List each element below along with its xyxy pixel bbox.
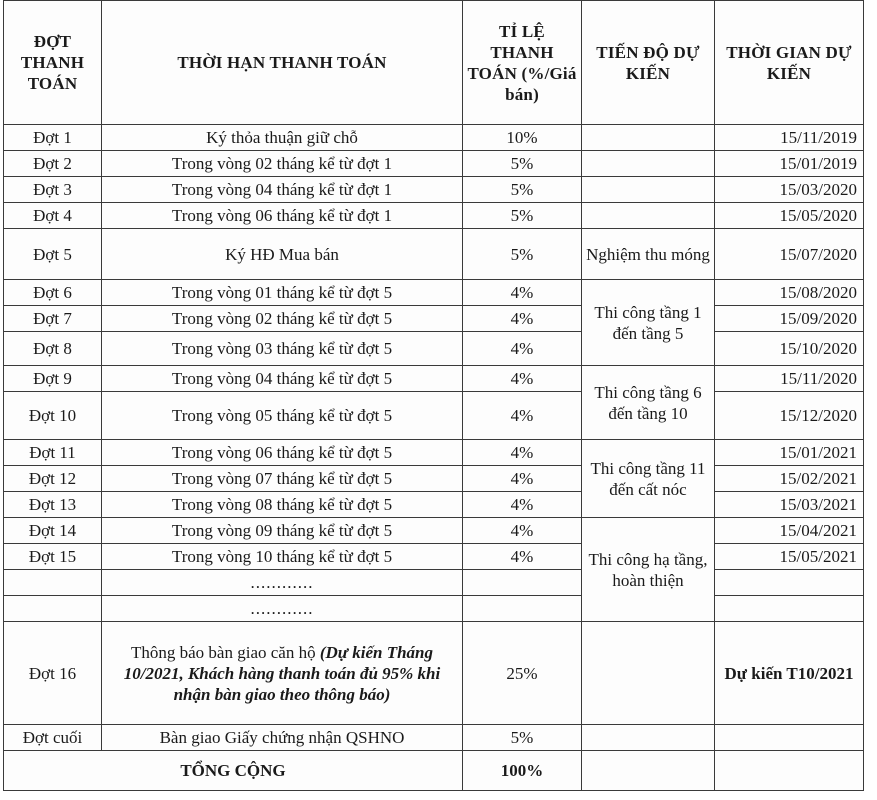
date-cell: 15/02/2021 — [715, 466, 864, 492]
dot-cell: Đợt 8 — [4, 332, 102, 366]
rate-cell: 5% — [463, 203, 582, 229]
dot-cell: Đợt 2 — [4, 151, 102, 177]
table-row — [4, 332, 864, 366]
term-cell: Trong vòng 01 tháng kể từ đợt 5 — [102, 280, 463, 306]
term-cell: Trong vòng 02 tháng kể từ đợt 1 — [102, 151, 463, 177]
progress-cell — [582, 725, 715, 751]
dot-cell: Đợt 11 — [4, 440, 102, 466]
header-row — [4, 1, 864, 125]
term-cell: Trong vòng 10 tháng kể từ đợt 5 — [102, 544, 463, 570]
rate-cell: 4% — [463, 518, 582, 544]
rate-cell: 25% — [463, 622, 582, 725]
dot-cell: Đợt 7 — [4, 306, 102, 332]
term-cell: Trong vòng 05 tháng kể từ đợt 5 — [102, 392, 463, 440]
rate-cell: 4% — [463, 392, 582, 440]
term-cell: Trong vòng 07 tháng kể từ đợt 5 — [102, 466, 463, 492]
rate-cell: 5% — [463, 725, 582, 751]
dot-cell: Đợt 1 — [4, 125, 102, 151]
header-thoi-gian: THỜI GIAN DỰ KIẾN — [715, 1, 864, 125]
empty-cell — [715, 596, 864, 622]
date-cell: 15/09/2020 — [715, 306, 864, 332]
rate-cell: 4% — [463, 492, 582, 518]
term-cell: Trong vòng 02 tháng kể từ đợt 5 — [102, 306, 463, 332]
ellipsis-cell: ............ — [102, 570, 463, 596]
progress-cell — [582, 151, 715, 177]
table-row — [4, 492, 864, 518]
empty-cell — [4, 596, 102, 622]
rate-cell: 10% — [463, 125, 582, 151]
table-row — [4, 229, 864, 280]
date-cell: 15/12/2020 — [715, 392, 864, 440]
term-cell: Trong vòng 03 tháng kể từ đợt 5 — [102, 332, 463, 366]
table-row — [4, 203, 864, 229]
table-row — [4, 151, 864, 177]
date-cell: 15/11/2020 — [715, 366, 864, 392]
header-ti-le: TỈ LỆ THANH TOÁN (%/Giá bán) — [463, 1, 582, 125]
rate-cell: 4% — [463, 440, 582, 466]
term-cell: Ký HĐ Mua bán — [102, 229, 463, 280]
dot-cell: Đợt 4 — [4, 203, 102, 229]
payment-schedule-table — [3, 0, 864, 791]
dot-cell: Đợt 13 — [4, 492, 102, 518]
empty-cell — [4, 570, 102, 596]
table-row-dot16 — [4, 622, 864, 725]
term-cell: Trong vòng 04 tháng kể từ đợt 5 — [102, 366, 463, 392]
term-cell: Trong vòng 06 tháng kể từ đợt 5 — [102, 440, 463, 466]
date-cell: 15/03/2020 — [715, 177, 864, 203]
table-row — [4, 466, 864, 492]
date-cell-dot16: Dự kiến T10/2021 — [715, 622, 864, 725]
progress-cell — [582, 622, 715, 725]
dot-cell: Đợt 6 — [4, 280, 102, 306]
rate-cell: 5% — [463, 177, 582, 203]
term-cell-dot16 — [102, 622, 463, 725]
dot-cell: Đợt 3 — [4, 177, 102, 203]
table-row — [4, 544, 864, 570]
table-row — [4, 125, 864, 151]
rate-cell: 5% — [463, 229, 582, 280]
header-dot: ĐỢT THANH TOÁN — [4, 1, 102, 125]
date-cell: 15/01/2021 — [715, 440, 864, 466]
empty-cell — [463, 570, 582, 596]
progress-tang-11-cat-noc: Thi công tầng 11 đến cất nóc — [582, 440, 715, 518]
progress-cell — [582, 177, 715, 203]
date-cell: 15/05/2021 — [715, 544, 864, 570]
total-label: TỔNG CỘNG — [4, 751, 463, 791]
progress-cell — [582, 203, 715, 229]
rate-cell: 4% — [463, 280, 582, 306]
empty-cell — [715, 570, 864, 596]
term-emphasis: (Dự kiến Tháng 10/2021, Khách hàng thanh toán đủ 95% khi nhận bàn giao theo thông báo) — [123, 642, 441, 704]
term-cell: Ký thỏa thuận giữ chỗ — [102, 125, 463, 151]
term-plain: Thông báo bàn giao căn hộ — [131, 642, 320, 662]
date-cell: 15/10/2020 — [715, 332, 864, 366]
term-cell: Trong vòng 04 tháng kể từ đợt 1 — [102, 177, 463, 203]
term-cell: Trong vòng 06 tháng kể từ đợt 1 — [102, 203, 463, 229]
term-cell: Trong vòng 09 tháng kể từ đợt 5 — [102, 518, 463, 544]
table-row — [4, 366, 864, 392]
date-cell: 15/04/2021 — [715, 518, 864, 544]
progress-ha-tang: Thi công hạ tầng, hoàn thiện — [582, 518, 715, 622]
table-row — [4, 518, 864, 544]
progress-tang-1-5: Thi công tầng 1 đến tầng 5 — [582, 280, 715, 366]
table-row-ellipsis — [4, 570, 864, 596]
empty-cell — [715, 751, 864, 791]
dot-cell: Đợt 15 — [4, 544, 102, 570]
header-thoi-han: THỜI HẠN THANH TOÁN — [102, 1, 463, 125]
rate-cell: 4% — [463, 332, 582, 366]
rate-cell: 4% — [463, 544, 582, 570]
date-cell: 15/03/2021 — [715, 492, 864, 518]
progress-nghiem-thu: Nghiệm thu móng — [582, 229, 715, 280]
table-row-dot-cuoi — [4, 725, 864, 751]
progress-cell — [582, 125, 715, 151]
date-cell — [715, 725, 864, 751]
date-cell: 15/01/2019 — [715, 151, 864, 177]
term-cell: Bàn giao Giấy chứng nhận QSHNO — [102, 725, 463, 751]
empty-cell — [582, 751, 715, 791]
dot-cell: Đợt 9 — [4, 366, 102, 392]
dot-cell: Đợt 5 — [4, 229, 102, 280]
rate-cell: 4% — [463, 366, 582, 392]
header-tien-do: TIẾN ĐỘ DỰ KIẾN — [582, 1, 715, 125]
table-row — [4, 177, 864, 203]
date-cell: 15/11/2019 — [715, 125, 864, 151]
table-row — [4, 280, 864, 306]
date-cell: 15/07/2020 — [715, 229, 864, 280]
table-row — [4, 392, 864, 440]
dot-cell: Đợt cuối — [4, 725, 102, 751]
table-row — [4, 440, 864, 466]
ellipsis-cell: ............ — [102, 596, 463, 622]
rate-cell: 4% — [463, 466, 582, 492]
rate-cell: 5% — [463, 151, 582, 177]
table-row — [4, 306, 864, 332]
progress-tang-6-10: Thi công tầng 6 đến tầng 10 — [582, 366, 715, 440]
empty-cell — [463, 596, 582, 622]
dot-cell: Đợt 16 — [4, 622, 102, 725]
total-row — [4, 751, 864, 791]
dot-cell: Đợt 12 — [4, 466, 102, 492]
table-row-ellipsis — [4, 596, 864, 622]
rate-cell: 4% — [463, 306, 582, 332]
date-cell: 15/08/2020 — [715, 280, 864, 306]
dot-cell: Đợt 14 — [4, 518, 102, 544]
term-cell: Trong vòng 08 tháng kể từ đợt 5 — [102, 492, 463, 518]
dot-cell: Đợt 10 — [4, 392, 102, 440]
total-rate: 100% — [463, 751, 582, 791]
date-cell: 15/05/2020 — [715, 203, 864, 229]
